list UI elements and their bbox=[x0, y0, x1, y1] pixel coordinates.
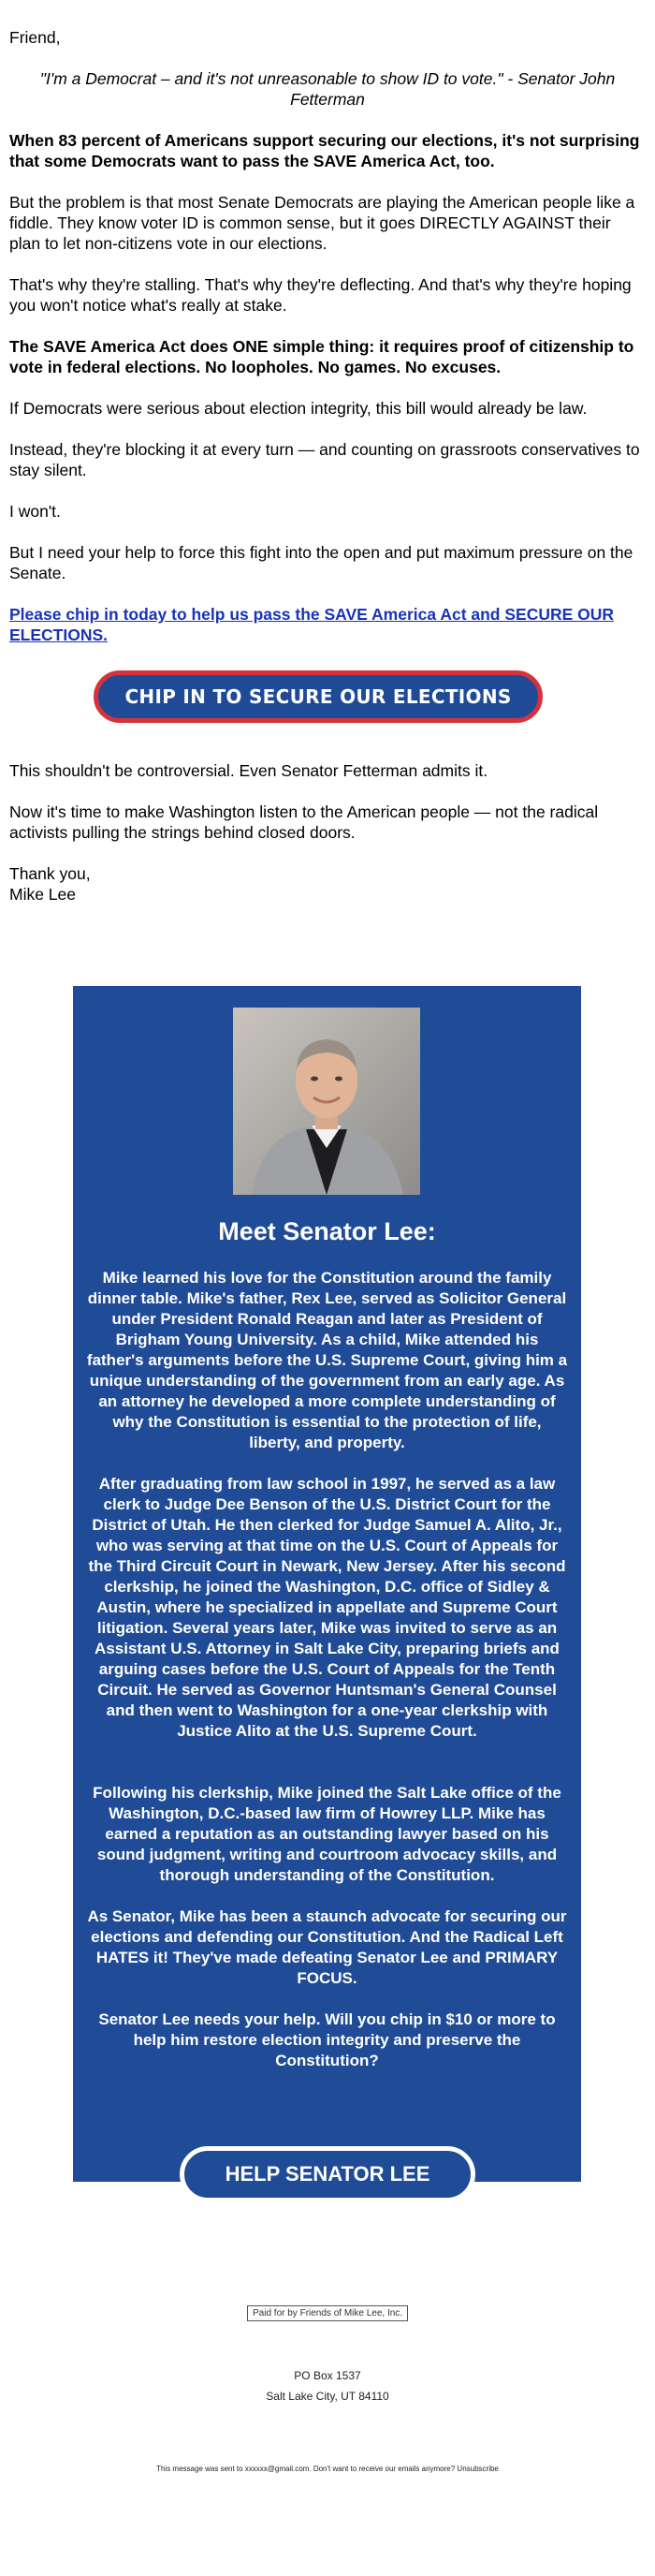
chip-in-button[interactable]: CHIP IN TO SECURE OUR ELECTIONS bbox=[94, 670, 543, 723]
paragraph-2: But the problem is that most Senate Democrats are playing the American people like a fiddle. They know voter ID is common sense, but it goes DIRECTLY AGAINST their plan to let non-citizens vote in our elections. bbox=[9, 193, 635, 253]
signature: Mike Lee bbox=[9, 885, 77, 904]
bio-paragraph-2: After graduating from law school in 1997, he served as a law clerk to Judge Dee Benson of the U.S. District Court for the District of Utah. He then clerked for Judge Samuel A. Alito, Jr., who was serving at that time on the U.S. Court of Appeals for the Third Circuit Court in Newark, New Jersey. After his second clerkship, he joined the Washington, D.C. office of Sidley & Austin, where he specialized in appellate and Supreme Court litigation. Several years later, Mike was invited to serve as an Assistant U.S. Attorney in Salt Lake City, preparing briefs and arguing cases before the U.S. Court of Appeals for the Tenth Circuit. He served as Governor Huntsman's General Counsel and then went to Washington for a one-year clerkship with Justice Alito at the U.S. Supreme Court. bbox=[88, 1475, 566, 1740]
paragraph-5: If Democrats were serious about election integrity, this bill would already be law. bbox=[9, 399, 588, 418]
paragraph-3: That's why they're stalling. That's why they're deflecting. And that's why they're hoping you won't notice what's really at stake. bbox=[9, 275, 632, 315]
bio-paragraph-4: As Senator, Mike has been a staunch advocate for securing our elections and defending our Constitution. And the Radical Left HATES it! They've made defeating Senator Lee and PRIMARY FOCUS. bbox=[87, 1907, 567, 1987]
bio-title: Meet Senator Lee: bbox=[218, 1217, 436, 1245]
paragraph-9: This shouldn't be controversial. Even Senator Fetterman admits it. bbox=[9, 761, 488, 780]
paragraph-7: I won't. bbox=[9, 502, 61, 521]
address-line-2: Salt Lake City, UT 84110 bbox=[266, 2390, 389, 2403]
bio-paragraph-1: Mike learned his love for the Constitution around the family dinner table. Mike's father, Rex Lee, served as Solicitor General under President Ronald Reagan and later as President of Brigham Young University. As a child, Mike attended his father's arguments before the U.S. Supreme Court, giving him a unique understanding of the government from an early age. As an attorney he developed a more complete understanding of why the Constitution is essential to the protection of life, liberty, and property. bbox=[86, 1269, 568, 1451]
paid-for-disclaimer: Paid for by Friends of Mike Lee, Inc. bbox=[247, 2305, 408, 2321]
bio-paragraph-5: Senator Lee needs your help. Will you chip in $10 or more to help him restore election integrity and preserve the Constitution? bbox=[98, 2010, 556, 2069]
paragraph-4: The SAVE America Act does ONE simple thing: it requires proof of citizenship to vote in federal elections. No loopholes. No games. No excuses. bbox=[9, 337, 634, 376]
unsubscribe-notice[interactable]: This message was sent to xxxxxx@gmail.com. Don't want to receive our emails anymore? Unsubscribe bbox=[156, 2465, 499, 2473]
paragraph-8: But I need your help to force this fight into the open and put maximum pressure on the Senate. bbox=[9, 543, 633, 582]
paragraph-1: When 83 percent of Americans support securing our elections, it's not surprising that some Democrats want to pass the SAVE America Act, too. bbox=[9, 131, 640, 170]
bio-panel bbox=[73, 986, 581, 2186]
senator-portrait bbox=[233, 1008, 420, 1195]
bio-paragraph-3: Following his clerkship, Mike joined the Salt Lake office of the Washington, D.C.-based law firm of Howrey LLP. Mike has earned a reputation as an outstanding lawyer based on his sound judgment, writing and courtroom advocacy skills, and thorough understanding of the Constitution. bbox=[93, 1784, 561, 1884]
signoff: Thank you, bbox=[9, 864, 91, 883]
donate-link[interactable]: Please chip in today to help us pass the SAVE America Act and SECURE OUR ELECTIONS. bbox=[9, 605, 615, 644]
help-senator-button[interactable]: HELP SENATOR LEE bbox=[180, 2146, 475, 2202]
fetterman-quote: "I'm a Democrat – and it's not unreasonable to show ID to vote." - Senator John Fetterman bbox=[39, 69, 616, 109]
paragraph-10: Now it's time to make Washington listen to the American people — not the radical activists pulling the strings behind closed doors. bbox=[9, 802, 599, 842]
greeting: Friend, bbox=[9, 28, 61, 47]
paragraph-6: Instead, they're blocking it at every turn — and counting on grassroots conservatives to stay silent. bbox=[9, 440, 640, 479]
address-line-1: PO Box 1537 bbox=[294, 2369, 361, 2382]
